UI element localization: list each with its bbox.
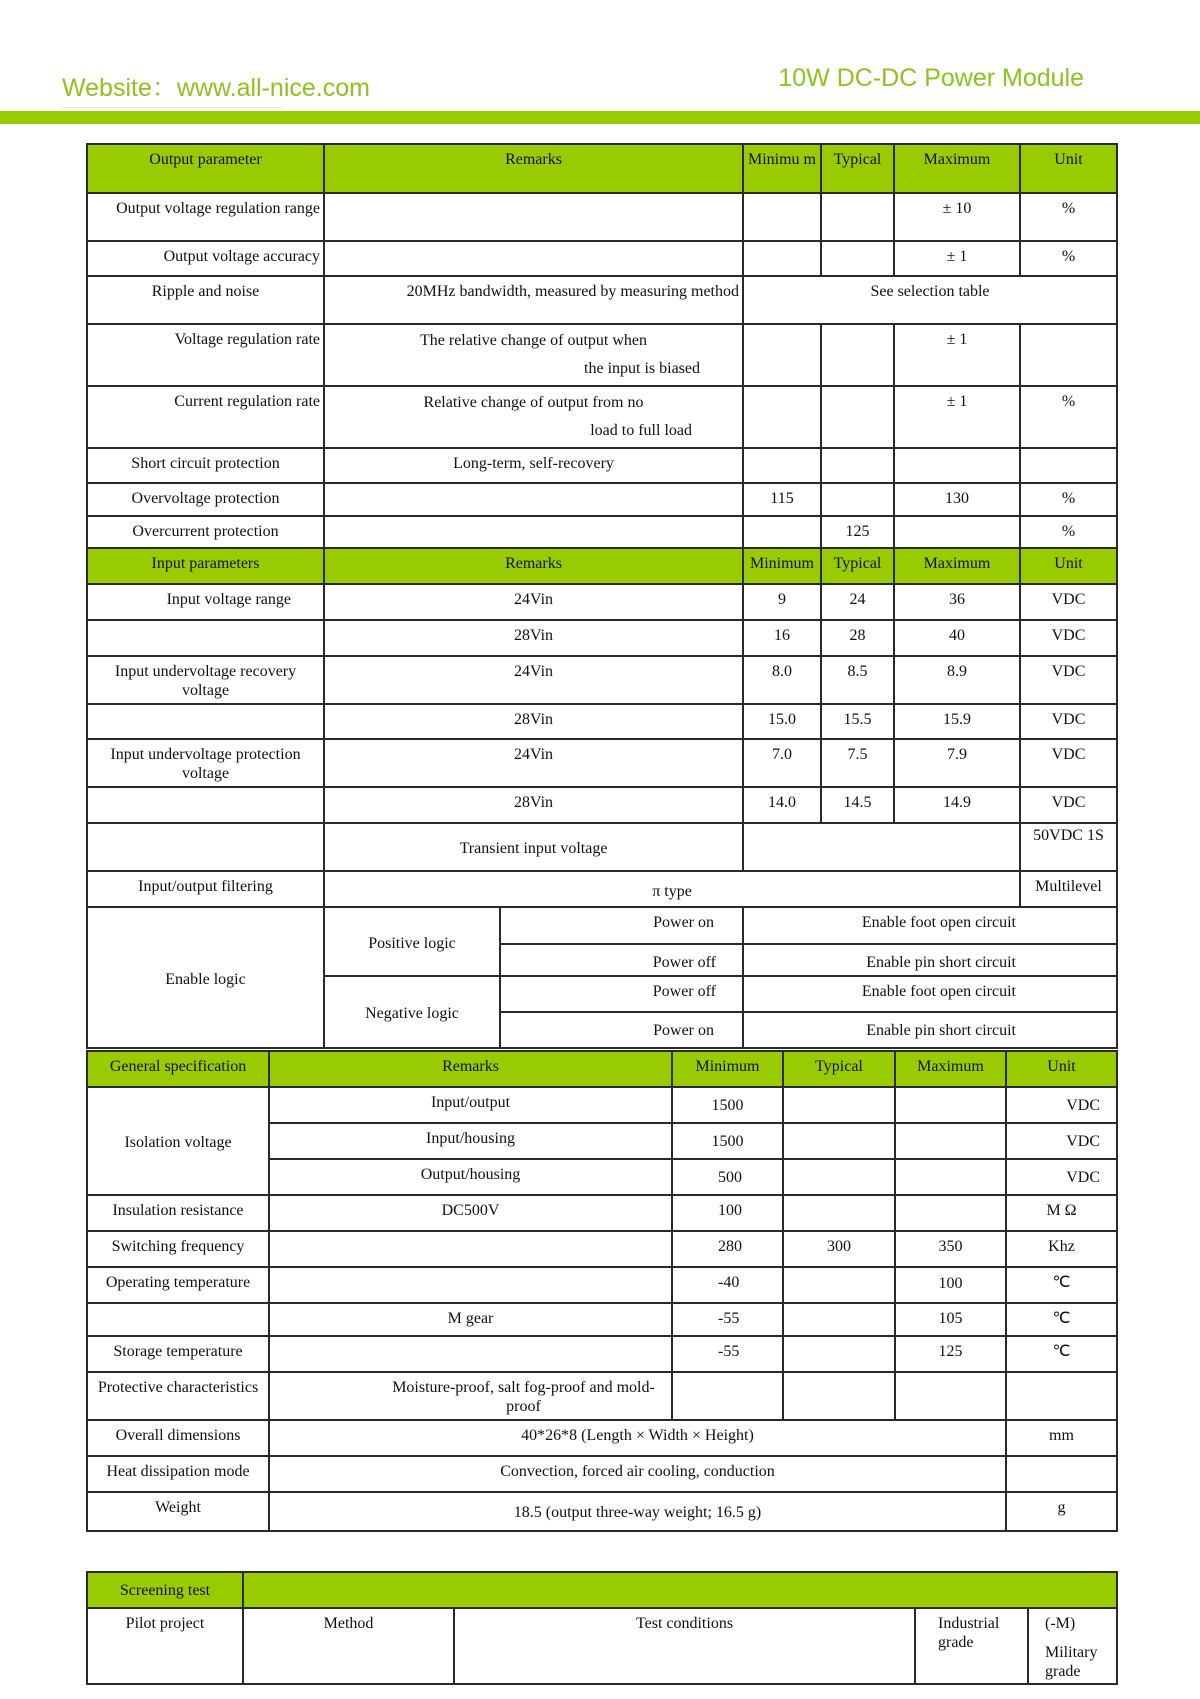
min-cell bbox=[672, 1372, 783, 1420]
value-cell: Convection, forced air cooling, conduction bbox=[269, 1456, 1006, 1492]
unit-cell: VDC bbox=[1020, 787, 1117, 823]
header-underline bbox=[62, 107, 282, 108]
max-cell bbox=[894, 448, 1020, 483]
typ-cell: 7.5 bbox=[821, 739, 894, 787]
min-cell: 280 bbox=[672, 1231, 783, 1267]
min-cell bbox=[743, 516, 821, 548]
unit-cell: M Ω bbox=[1006, 1195, 1117, 1231]
table-row bbox=[87, 324, 1117, 386]
military-code: (-M) bbox=[1045, 1615, 1076, 1632]
param-cell: Insulation resistance bbox=[87, 1195, 269, 1231]
header-military-grade bbox=[1028, 1608, 1117, 1684]
table-row bbox=[87, 656, 1117, 704]
table-row bbox=[87, 584, 1117, 620]
remarks-line: the input is biased bbox=[584, 360, 700, 377]
header-minimum: Minimum bbox=[672, 1051, 783, 1087]
remarks-cell: 28Vin bbox=[324, 620, 743, 656]
max-cell: 36 bbox=[894, 584, 1020, 620]
logic-condition-cell: Enable foot open circuit bbox=[743, 907, 1117, 944]
remarks-cell: 24Vin bbox=[324, 739, 743, 787]
typ-cell: 300 bbox=[783, 1231, 895, 1267]
table-row bbox=[87, 386, 1117, 448]
website-label: Website：www.all-nice.com bbox=[62, 74, 370, 102]
header-minimum: Minimum bbox=[743, 548, 821, 584]
remarks-cell bbox=[324, 241, 743, 276]
table-row bbox=[87, 241, 1117, 276]
document-title: 10W DC-DC Power Module bbox=[778, 64, 1084, 92]
typ-cell bbox=[783, 1087, 895, 1123]
param-cell: Operating temperature bbox=[87, 1267, 269, 1303]
typ-cell bbox=[783, 1372, 895, 1420]
min-cell: 14.0 bbox=[743, 787, 821, 823]
max-cell: 350 bbox=[895, 1231, 1006, 1267]
screening-test-table bbox=[86, 1571, 1118, 1685]
header-unit: Unit bbox=[1020, 548, 1117, 584]
table-row bbox=[87, 483, 1117, 516]
screening-columns-row bbox=[87, 1608, 1117, 1684]
military-label: Military grade bbox=[1045, 1644, 1098, 1680]
remarks-cell: Input/output bbox=[269, 1087, 672, 1123]
typ-cell bbox=[821, 241, 894, 276]
table-row bbox=[87, 1267, 1117, 1303]
unit-cell: mm bbox=[1006, 1420, 1117, 1456]
max-cell: ± 1 bbox=[894, 386, 1020, 448]
min-cell bbox=[743, 386, 821, 448]
table-row bbox=[87, 1372, 1117, 1420]
unit-cell bbox=[1006, 1372, 1117, 1420]
max-cell bbox=[895, 1372, 1006, 1420]
typ-cell bbox=[783, 1303, 895, 1336]
unit-cell: ℃ bbox=[1006, 1267, 1117, 1303]
remarks-cell bbox=[324, 324, 743, 386]
remarks-cell: Long-term, self-recovery bbox=[324, 448, 743, 483]
header-pilot-project: Pilot project bbox=[87, 1608, 243, 1684]
param-cell: Weight bbox=[87, 1492, 269, 1531]
typ-cell: 14.5 bbox=[821, 787, 894, 823]
unit-cell: VDC bbox=[1020, 584, 1117, 620]
max-cell: ± 10 bbox=[894, 193, 1020, 241]
min-cell: 9 bbox=[743, 584, 821, 620]
max-cell: 7.9 bbox=[894, 739, 1020, 787]
param-cell: Overcurrent protection bbox=[87, 516, 324, 548]
min-cell: 8.0 bbox=[743, 656, 821, 704]
remarks-cell: Moisture-proof, salt fog-proof and mold-proof bbox=[269, 1372, 672, 1420]
header-typical: Typical bbox=[821, 144, 894, 193]
typ-cell bbox=[821, 324, 894, 386]
max-cell: 100 bbox=[895, 1267, 1006, 1303]
unit-cell: VDC bbox=[1020, 656, 1117, 704]
max-cell: 15.9 bbox=[894, 704, 1020, 739]
value-cell: 18.5 (output three-way weight; 16.5 g) bbox=[269, 1492, 1006, 1531]
output-input-spec-table bbox=[86, 143, 1118, 1049]
unit-cell: Khz bbox=[1006, 1231, 1117, 1267]
typ-cell: 125 bbox=[821, 516, 894, 548]
remarks-cell: Input/housing bbox=[269, 1123, 672, 1159]
min-cell: -55 bbox=[672, 1303, 783, 1336]
header-maximum: Maximum bbox=[895, 1051, 1006, 1087]
unit-cell: % bbox=[1020, 241, 1117, 276]
typ-cell: 28 bbox=[821, 620, 894, 656]
max-cell: 40 bbox=[894, 620, 1020, 656]
screening-header-row bbox=[87, 1572, 1117, 1608]
header-unit: Unit bbox=[1020, 144, 1117, 193]
param-cell: Overvoltage protection bbox=[87, 483, 324, 516]
typ-cell: 15.5 bbox=[821, 704, 894, 739]
param-cell: Current regulation rate bbox=[87, 386, 324, 448]
input-header-row bbox=[87, 548, 1117, 584]
remarks-line: Relative change of output from no bbox=[423, 394, 644, 411]
min-cell: 7.0 bbox=[743, 739, 821, 787]
unit-cell: % bbox=[1020, 193, 1117, 241]
unit-cell: VDC bbox=[1020, 704, 1117, 739]
typ-cell bbox=[783, 1336, 895, 1372]
min-cell bbox=[743, 324, 821, 386]
unit-cell: VDC bbox=[1006, 1087, 1117, 1123]
unit-cell: % bbox=[1020, 483, 1117, 516]
unit-cell: Multilevel bbox=[1020, 871, 1117, 907]
unit-cell: 50VDC 1S bbox=[1020, 823, 1117, 871]
remarks-cell bbox=[269, 1231, 672, 1267]
unit-cell: VDC bbox=[1020, 739, 1117, 787]
logic-condition-cell: Enable foot open circuit bbox=[743, 976, 1117, 1012]
unit-cell: VDC bbox=[1020, 620, 1117, 656]
min-cell: 15.0 bbox=[743, 704, 821, 739]
param-cell: Short circuit protection bbox=[87, 448, 324, 483]
typ-cell bbox=[821, 483, 894, 516]
negative-logic-label: Negative logic bbox=[324, 976, 500, 1048]
header-typical: Typical bbox=[821, 548, 894, 584]
max-cell: 105 bbox=[895, 1303, 1006, 1336]
table-row bbox=[87, 1231, 1117, 1267]
header-remarks: Remarks bbox=[269, 1051, 672, 1087]
enable-logic-label: Enable logic bbox=[87, 907, 324, 1048]
header-unit: Unit bbox=[1006, 1051, 1117, 1087]
logic-condition-cell: Enable pin short circuit bbox=[743, 1012, 1117, 1048]
table-row bbox=[87, 739, 1117, 787]
min-cell bbox=[743, 193, 821, 241]
min-cell: 100 bbox=[672, 1195, 783, 1231]
param-cell bbox=[87, 823, 324, 871]
header-remarks: Remarks bbox=[324, 144, 743, 193]
header-remarks: Remarks bbox=[324, 548, 743, 584]
min-cell bbox=[743, 448, 821, 483]
table-row bbox=[87, 276, 1117, 324]
table-row bbox=[87, 823, 1117, 871]
header-typical: Typical bbox=[783, 1051, 895, 1087]
header-minimum: Minimu m bbox=[743, 144, 821, 193]
output-header-row bbox=[87, 144, 1117, 193]
remarks-cell: 28Vin bbox=[324, 704, 743, 739]
max-cell: ± 1 bbox=[894, 324, 1020, 386]
remarks-cell: Transient input voltage bbox=[324, 823, 743, 871]
general-header-row bbox=[87, 1051, 1117, 1087]
remarks-cell: M gear bbox=[269, 1303, 672, 1336]
max-cell: 14.9 bbox=[894, 787, 1020, 823]
remarks-cell: DC500V bbox=[269, 1195, 672, 1231]
remarks-cell bbox=[324, 516, 743, 548]
max-cell: 8.9 bbox=[894, 656, 1020, 704]
header-test-conditions: Test conditions bbox=[454, 1608, 915, 1684]
unit-cell: VDC bbox=[1006, 1123, 1117, 1159]
min-cell: -40 bbox=[672, 1267, 783, 1303]
remarks-cell bbox=[269, 1267, 672, 1303]
header-input-parameters: Input parameters bbox=[87, 548, 324, 584]
min-cell: 115 bbox=[743, 483, 821, 516]
table-row bbox=[87, 1492, 1117, 1531]
param-cell: Input voltage range bbox=[87, 584, 324, 620]
table-row bbox=[87, 1456, 1117, 1492]
logic-state-cell: Power off bbox=[500, 944, 743, 976]
typ-cell bbox=[783, 1195, 895, 1231]
remarks-cell bbox=[269, 1336, 672, 1372]
remarks-cell: Output/housing bbox=[269, 1159, 672, 1195]
table-row bbox=[87, 871, 1117, 907]
logic-condition-cell: Enable pin short circuit bbox=[743, 944, 1117, 976]
value-cell bbox=[743, 823, 1020, 871]
table-row bbox=[87, 516, 1117, 548]
param-cell: Overall dimensions bbox=[87, 1420, 269, 1456]
header-method: Method bbox=[243, 1608, 454, 1684]
screening-test-title: Screening test bbox=[87, 1572, 243, 1608]
table-row bbox=[87, 620, 1117, 656]
param-cell: Storage temperature bbox=[87, 1336, 269, 1372]
header-general-specification: General specification bbox=[87, 1051, 269, 1087]
max-cell: ± 1 bbox=[894, 241, 1020, 276]
unit-cell: ℃ bbox=[1006, 1336, 1117, 1372]
param-cell bbox=[87, 620, 324, 656]
param-cell: Output voltage regulation range bbox=[87, 193, 324, 241]
remarks-cell: π type bbox=[324, 871, 1020, 907]
param-cell: Protective characteristics bbox=[87, 1372, 269, 1420]
unit-cell: % bbox=[1020, 386, 1117, 448]
min-cell: 500 bbox=[672, 1159, 783, 1195]
unit-cell: ℃ bbox=[1006, 1303, 1117, 1336]
header-output-parameter: Output parameter bbox=[87, 144, 324, 193]
param-cell bbox=[87, 1303, 269, 1336]
min-cell: -55 bbox=[672, 1336, 783, 1372]
max-cell: 125 bbox=[895, 1336, 1006, 1372]
typ-cell bbox=[783, 1123, 895, 1159]
min-cell bbox=[743, 241, 821, 276]
min-cell: 1500 bbox=[672, 1123, 783, 1159]
remarks-cell: 24Vin bbox=[324, 656, 743, 704]
header-maximum: Maximum bbox=[894, 144, 1020, 193]
param-cell: Output voltage accuracy bbox=[87, 241, 324, 276]
value-cell: 40*26*8 (Length × Width × Height) bbox=[269, 1420, 1006, 1456]
param-cell: Switching frequency bbox=[87, 1231, 269, 1267]
remarks-line: The relative change of output when bbox=[419, 332, 648, 349]
typ-cell bbox=[783, 1159, 895, 1195]
logic-state-cell: Power off bbox=[500, 976, 743, 1012]
param-cell: Input undervoltage recovery voltage bbox=[87, 656, 324, 704]
typ-cell bbox=[821, 193, 894, 241]
unit-cell: g bbox=[1006, 1492, 1117, 1531]
remarks-cell bbox=[324, 483, 743, 516]
max-cell bbox=[895, 1195, 1006, 1231]
max-cell bbox=[895, 1159, 1006, 1195]
typ-cell: 24 bbox=[821, 584, 894, 620]
typ-cell bbox=[821, 386, 894, 448]
table-row bbox=[87, 787, 1117, 823]
general-spec-table bbox=[86, 1050, 1118, 1532]
table-row bbox=[87, 1087, 1117, 1123]
table-row bbox=[87, 1195, 1117, 1231]
logic-state-cell: Power on bbox=[500, 1012, 743, 1048]
param-cell: Input/output filtering bbox=[87, 871, 324, 907]
remarks-cell: 24Vin bbox=[324, 584, 743, 620]
remarks-cell bbox=[324, 386, 743, 448]
table-row bbox=[87, 448, 1117, 483]
enable-logic-row bbox=[87, 907, 1117, 944]
isolation-voltage-label: Isolation voltage bbox=[87, 1087, 269, 1195]
typ-cell: 8.5 bbox=[821, 656, 894, 704]
value-cell: See selection table bbox=[743, 276, 1117, 324]
table-row bbox=[87, 1303, 1117, 1336]
min-cell: 16 bbox=[743, 620, 821, 656]
typ-cell bbox=[821, 448, 894, 483]
param-cell: Input undervoltage protection voltage bbox=[87, 739, 324, 787]
header-maximum: Maximum bbox=[894, 548, 1020, 584]
min-cell: 1500 bbox=[672, 1087, 783, 1123]
max-cell: 130 bbox=[894, 483, 1020, 516]
max-cell bbox=[895, 1087, 1006, 1123]
unit-cell: % bbox=[1020, 516, 1117, 548]
remarks-cell: 20MHz bandwidth, measured by measuring method bbox=[324, 276, 743, 324]
remarks-line: load to full load bbox=[590, 422, 692, 439]
unit-cell: VDC bbox=[1006, 1159, 1117, 1195]
param-cell: Ripple and noise bbox=[87, 276, 324, 324]
max-cell bbox=[894, 516, 1020, 548]
param-cell bbox=[87, 704, 324, 739]
table-row bbox=[87, 1420, 1117, 1456]
remarks-cell bbox=[324, 193, 743, 241]
header-bar bbox=[0, 111, 1200, 124]
max-cell bbox=[895, 1123, 1006, 1159]
header-industrial-grade: Industrial grade bbox=[915, 1608, 1028, 1684]
typ-cell bbox=[783, 1267, 895, 1303]
remarks-cell: 28Vin bbox=[324, 787, 743, 823]
table-row bbox=[87, 704, 1117, 739]
logic-state-cell: Power on bbox=[500, 907, 743, 944]
positive-logic-label: Positive logic bbox=[324, 907, 500, 976]
param-cell bbox=[87, 787, 324, 823]
param-cell: Heat dissipation mode bbox=[87, 1456, 269, 1492]
unit-cell bbox=[1020, 448, 1117, 483]
unit-cell bbox=[1020, 324, 1117, 386]
table-row bbox=[87, 1336, 1117, 1372]
unit-cell bbox=[1006, 1456, 1117, 1492]
param-cell: Voltage regulation rate bbox=[87, 324, 324, 386]
screening-header-fill bbox=[243, 1572, 1117, 1608]
table-row bbox=[87, 193, 1117, 241]
